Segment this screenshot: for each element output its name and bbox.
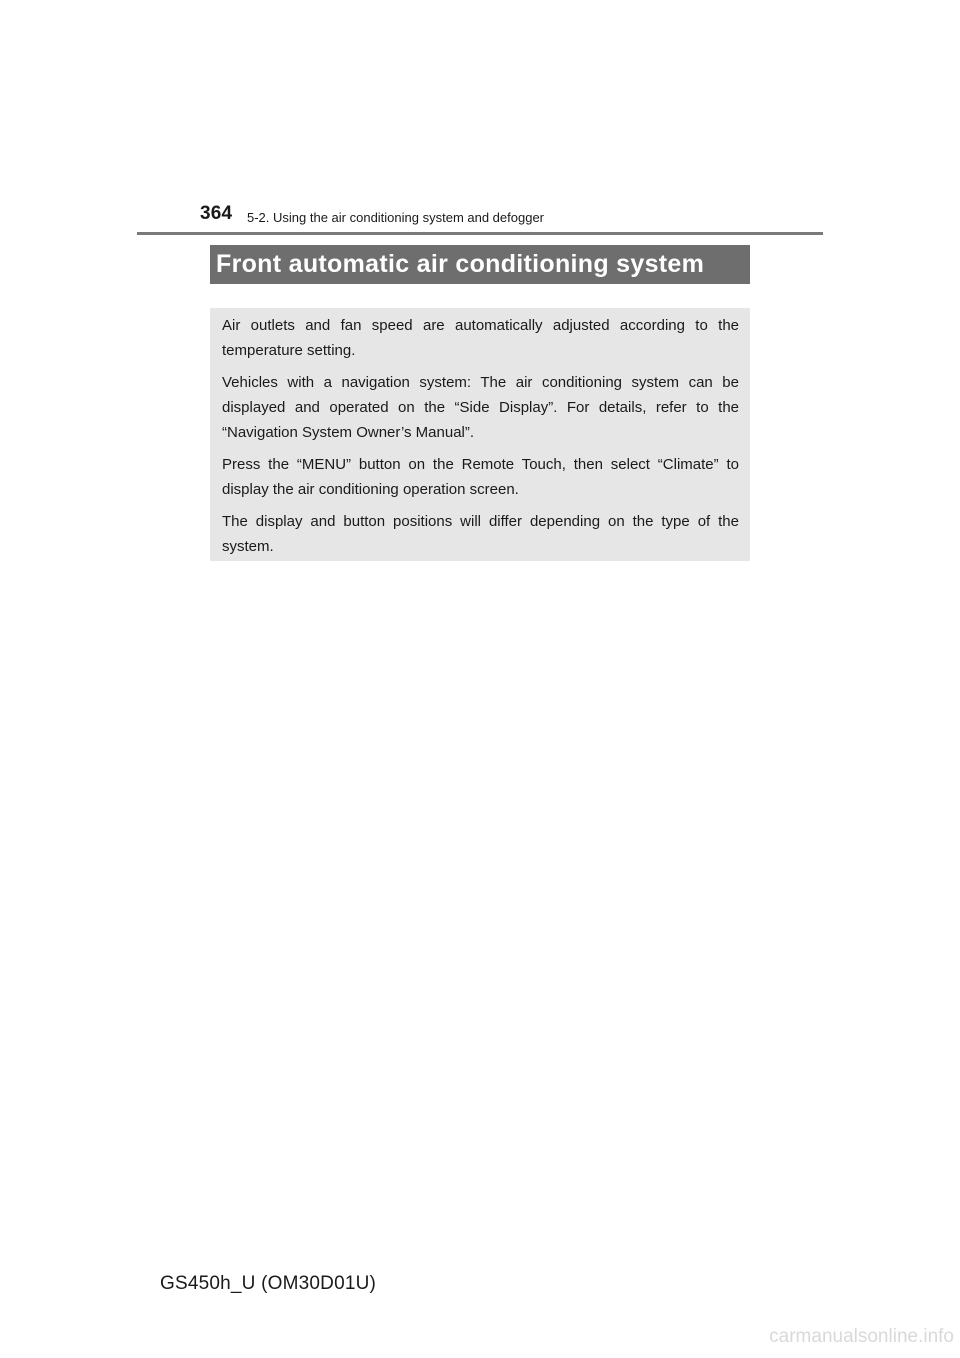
info-paragraph: Press the “MENU” button on the Remote Touch, then select “Climate” to display the air conditioning operation screen.: [222, 456, 739, 498]
footer-model-code: GS450h_U (OM30D01U): [160, 1273, 377, 1294]
info-paragraph: The display and button positions will differ depending on the type of the system.: [222, 513, 739, 555]
info-paragraph: Vehicles with a navigation system: The air conditioning system can be displayed and operated on the “Side Display”. For details, refer to the “Navigation System Owner’s Manual”.: [222, 374, 739, 441]
header-divider: [137, 232, 823, 235]
info-box: [210, 308, 750, 561]
page-number: 364: [200, 203, 233, 224]
section-title-bar: [210, 245, 750, 284]
section-header: 5-2. Using the air conditioning system and defogger: [247, 210, 545, 225]
watermark: carmanualsonline.info: [769, 1326, 954, 1347]
info-paragraph: Air outlets and fan speed are automatically adjusted according to the temperature setting.: [222, 317, 739, 359]
section-title: Front automatic air conditioning system: [216, 250, 705, 278]
